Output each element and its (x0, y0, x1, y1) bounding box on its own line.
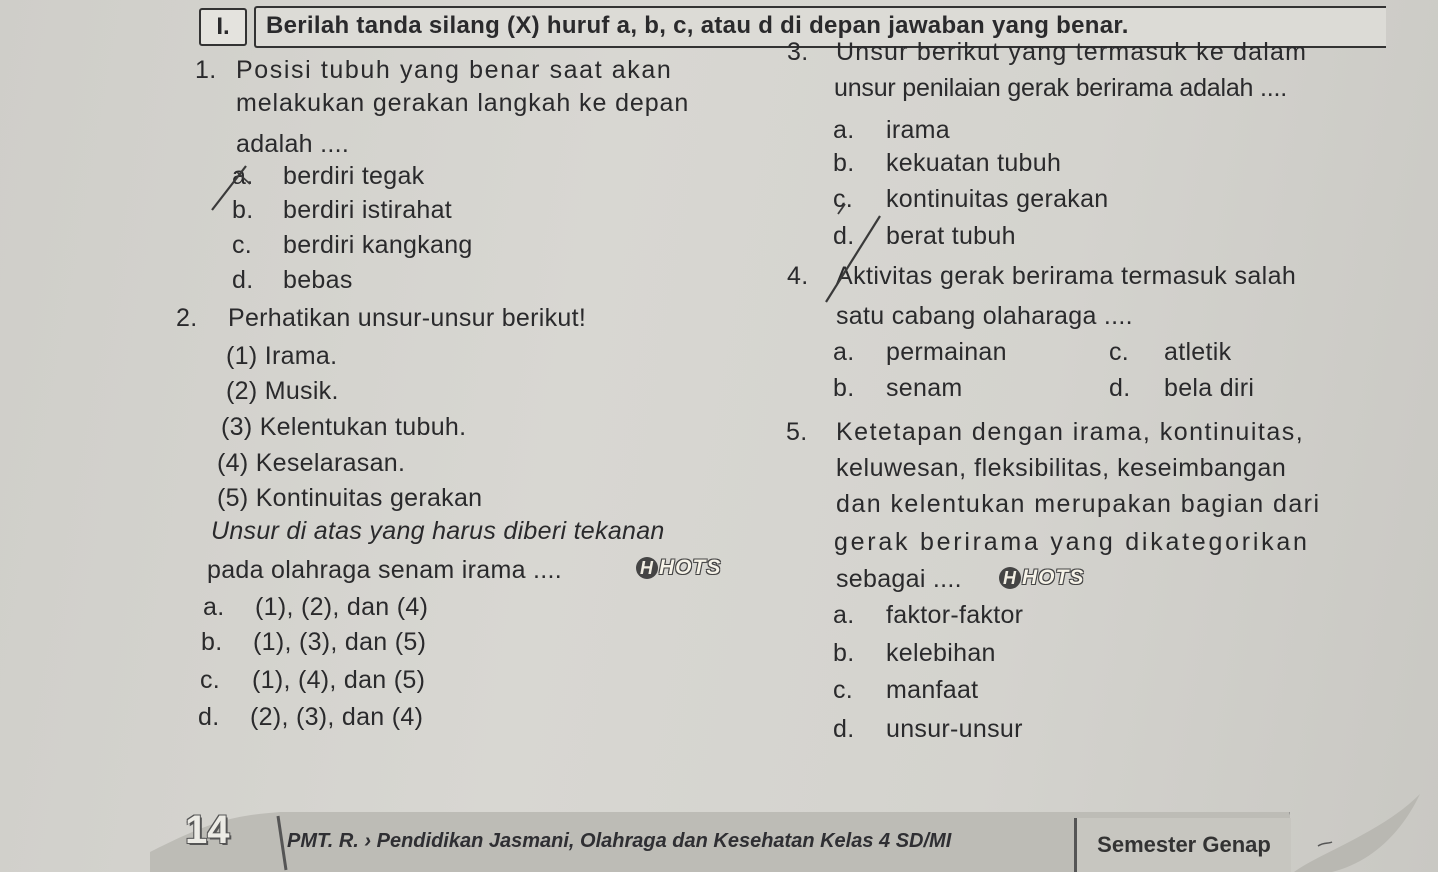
hots-h-icon: H (636, 557, 658, 579)
option-letter: b. (833, 374, 855, 402)
q5-line1: Ketetapan dengan irama, kontinuitas, (836, 418, 1305, 446)
option-letter: c. (200, 666, 221, 694)
option-letter: b. (833, 149, 855, 177)
q3-number: 3. (787, 38, 809, 66)
section-number: I. (199, 8, 247, 46)
option-letter: c. (1109, 338, 1130, 366)
option-text: faktor-faktor (886, 601, 1024, 629)
q4-number: 4. (787, 262, 809, 290)
q5-line2: keluwesan, fleksibilitas, keseimbangan (836, 454, 1287, 482)
option-letter: c. (833, 676, 854, 704)
instruction-text: Berilah tanda silang (X) huruf a, b, c, atau d di depan jawaban yang benar. (266, 12, 1129, 39)
q3-line1: Unsur berikut yang termasuk ke dalam (836, 38, 1308, 66)
option-text: (1), (2), dan (4) (255, 593, 429, 621)
cross-mark-q3 (826, 216, 880, 302)
option-letter: d. (833, 715, 855, 743)
option-letter: b. (833, 639, 855, 667)
option-text: berat tubuh (886, 222, 1016, 250)
option-letter: a. (232, 162, 254, 190)
q3-line2: unsur penilaian gerak berirama adalah .... (834, 74, 1287, 102)
option-letter: a. (203, 593, 225, 621)
q2-stem-line1: Unsur di atas yang harus diberi tekanan (211, 517, 665, 545)
q5-line3: dan kelentukan merupakan bagian dari (836, 490, 1321, 518)
comma-mark-q3 (838, 204, 845, 214)
hots-h-icon: H (999, 567, 1021, 589)
q2-item: (5) Kontinuitas gerakan (217, 484, 483, 512)
option-text: (2), (3), dan (4) (250, 703, 424, 731)
option-text: (1), (4), dan (5) (252, 666, 426, 694)
option-letter: b. (232, 196, 254, 224)
q5-number: 5. (786, 418, 808, 446)
cross-mark-q1 (212, 166, 246, 210)
option-letter: d. (1109, 374, 1131, 402)
q2-intro: Perhatikan unsur-unsur berikut! (228, 304, 587, 332)
option-letter: a. (833, 601, 855, 629)
q2-number: 2. (176, 304, 198, 332)
option-letter: d. (833, 222, 855, 250)
option-text: atletik (1164, 338, 1232, 366)
hots-badge: H HOTS (636, 555, 721, 581)
option-letter: c. (833, 185, 854, 213)
option-text: (1), (3), dan (5) (253, 628, 427, 656)
option-text: bela diri (1164, 374, 1255, 402)
hots-badge: H HOTS (999, 565, 1084, 591)
q2-stem-line2: pada olahraga senam irama .... (207, 556, 563, 584)
option-text: permainan (886, 338, 1007, 366)
option-text: irama (886, 116, 951, 144)
q4-line1: Aktivitas gerak berirama termasuk salah (836, 262, 1297, 290)
option-letter: b. (201, 628, 223, 656)
q2-item: (4) Keselarasan. (217, 449, 406, 477)
leaf-icon (1292, 792, 1422, 872)
option-text: kontinuitas gerakan (886, 185, 1109, 213)
option-text: unsur-unsur (886, 715, 1023, 743)
book-title: PMT. R. › Pendidikan Jasmani, Olahraga dan Kesehatan Kelas 4 SD/MI (287, 830, 952, 852)
q5-line5: sebagai .... (836, 565, 962, 593)
option-letter: c. (232, 231, 253, 259)
option-letter: a. (833, 338, 855, 366)
cross-mark-q1-tick (237, 172, 250, 184)
option-letter: a. (833, 116, 855, 144)
option-letter: d. (232, 266, 254, 294)
option-text: berdiri istirahat (283, 196, 453, 224)
q1-number: 1. (195, 56, 217, 84)
page-number: 14 (185, 808, 230, 852)
option-text: kekuatan tubuh (886, 149, 1062, 177)
option-text: berdiri kangkang (283, 231, 473, 259)
q5-line4: gerak berirama yang dikategorikan (834, 528, 1310, 556)
q2-item: (3) Kelentukan tubuh. (221, 413, 467, 441)
option-text: berdiri tegak (283, 162, 425, 190)
option-text: manfaat (886, 676, 979, 704)
option-text: senam (886, 374, 963, 402)
q1-line3: adalah .... (236, 130, 350, 158)
option-text: kelebihan (886, 639, 996, 667)
option-letter: d. (198, 703, 220, 731)
q4-line2: satu cabang olaharaga .... (836, 302, 1133, 330)
option-text: bebas (283, 266, 353, 294)
q2-item: (1) Irama. (226, 342, 338, 370)
q1-line2: melakukan gerakan langkah ke depan (236, 89, 690, 117)
q2-item: (2) Musik. (226, 377, 339, 405)
semester-label: Semester Genap (1074, 818, 1291, 872)
q1-line1: Posisi tubuh yang benar saat akan (236, 56, 673, 84)
